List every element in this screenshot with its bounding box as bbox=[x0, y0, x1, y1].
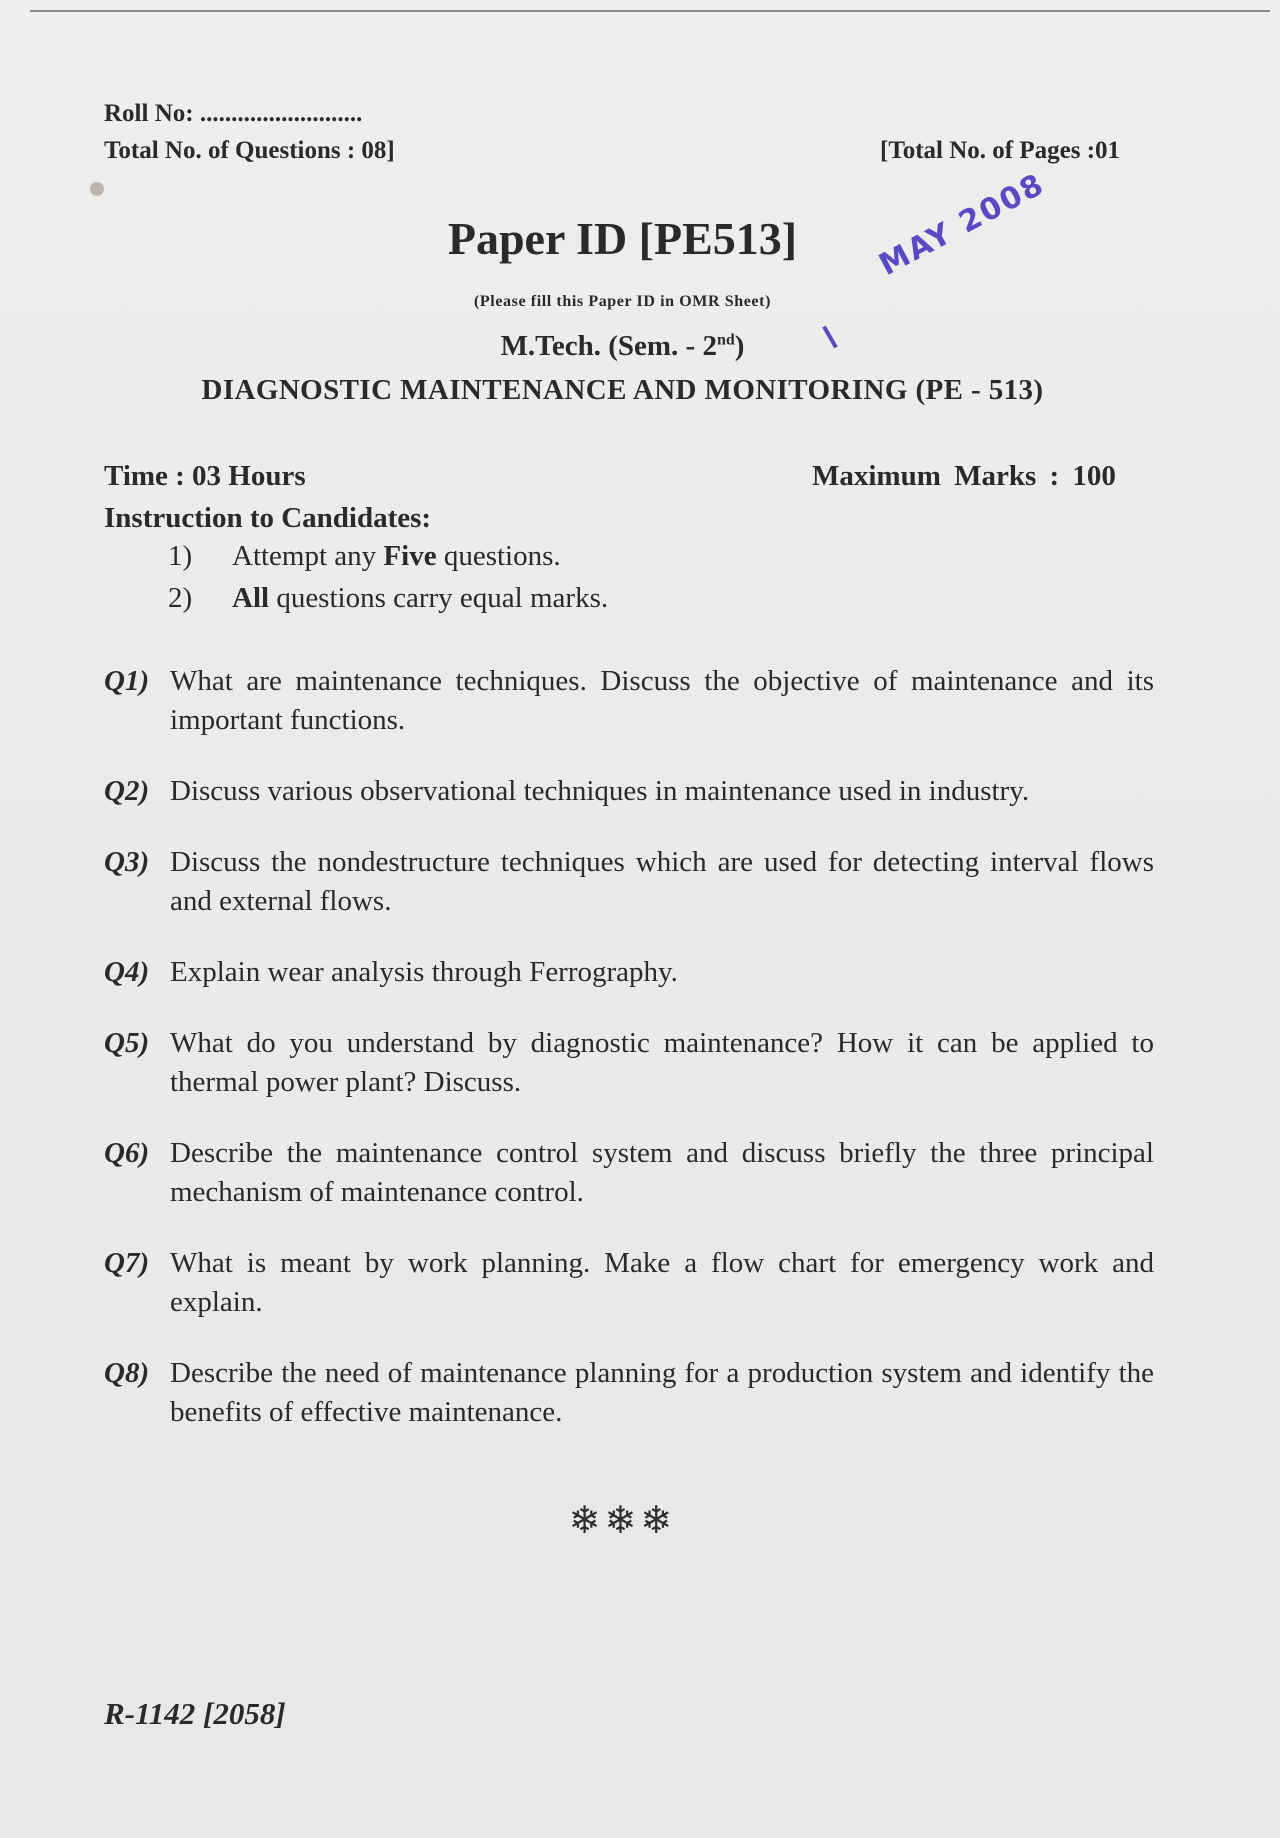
question-item bbox=[104, 1134, 1154, 1212]
instruction-text bbox=[232, 582, 608, 624]
end-of-paper-mark: ❄❄❄ bbox=[568, 1498, 677, 1542]
paper-id-title: Paper ID [PE513] bbox=[447, 213, 798, 264]
question-text: What do you understand by diagnostic maintenance? How it can be applied to thermal power plant? Discuss. bbox=[170, 1027, 1154, 1098]
question-text: Discuss various observational techniques in maintenance used in industry. bbox=[170, 775, 1030, 807]
course-superscript: nd bbox=[716, 331, 735, 349]
instruction-item bbox=[168, 582, 608, 624]
maximum-marks: Maximum Marks : 100 bbox=[812, 460, 1116, 492]
instruction-text-post: questions carry equal marks. bbox=[269, 582, 609, 614]
omr-note: (Please fill this Paper ID in OMR Sheet) bbox=[473, 293, 771, 310]
question-item bbox=[104, 772, 1154, 811]
question-item bbox=[104, 662, 1154, 740]
instruction-item bbox=[168, 540, 608, 582]
course-line bbox=[0, 330, 1245, 363]
question-number: Q5) bbox=[104, 1027, 150, 1059]
question-item bbox=[104, 1024, 1154, 1102]
question-text: What are maintenance techniques. Discuss the objective of maintenance and its important functions. bbox=[170, 665, 1154, 736]
instruction-text-bold: All bbox=[232, 582, 270, 614]
exam-time: Time : 03 Hours bbox=[104, 460, 306, 492]
question-text: Describe the maintenance control system and discuss briefly the three principal mechanism of maintenance control. bbox=[170, 1137, 1154, 1208]
roll-number: Roll No: .......................... bbox=[104, 100, 363, 127]
question-text: Explain wear analysis through Ferrography. bbox=[170, 956, 678, 988]
question-text: Describe the need of maintenance planning for a production system and identify the benefits of effective maintenance. bbox=[170, 1357, 1154, 1428]
course-suffix: ) bbox=[734, 330, 745, 362]
question-item bbox=[104, 1244, 1154, 1322]
total-questions: Total No. of Questions : 08] bbox=[104, 137, 395, 164]
question-item bbox=[104, 1354, 1154, 1432]
instruction-text-post: questions. bbox=[436, 540, 561, 572]
paper-code-footer: R-1142 [2058] bbox=[104, 1696, 286, 1731]
question-number: Q7) bbox=[104, 1247, 150, 1279]
instruction-text-pre: Attempt any bbox=[232, 540, 384, 572]
top-border-line bbox=[30, 10, 1270, 12]
question-number: Q8) bbox=[104, 1357, 150, 1389]
question-number: Q1) bbox=[104, 665, 150, 697]
question-text: Discuss the nondestructure techniques which are used for detecting interval flows and external flows. bbox=[170, 846, 1154, 917]
question-item bbox=[104, 843, 1154, 921]
course-prefix: M.Tech. (Sem. - 2 bbox=[500, 330, 717, 362]
instructions-list bbox=[168, 540, 608, 624]
instruction-text bbox=[232, 540, 561, 582]
instruction-number: 1) bbox=[168, 540, 193, 572]
question-item bbox=[104, 953, 1154, 992]
instruction-text-bold: Five bbox=[383, 540, 437, 572]
ink-smudge bbox=[90, 182, 104, 196]
question-number: Q3) bbox=[104, 846, 150, 878]
instruction-number: 2) bbox=[168, 582, 193, 614]
question-number: Q2) bbox=[104, 775, 150, 807]
instructions-heading: Instruction to Candidates: bbox=[104, 502, 432, 534]
subject-title: DIAGNOSTIC MAINTENANCE AND MONITORING (PE - 513) bbox=[201, 374, 1044, 406]
question-text: What is meant by work planning. Make a flow chart for emergency work and explain. bbox=[170, 1247, 1154, 1318]
date-stamp: MAY 2008 bbox=[873, 166, 1051, 283]
total-pages: [Total No. of Pages :01 bbox=[880, 137, 1121, 164]
question-number: Q6) bbox=[104, 1137, 150, 1169]
question-number: Q4) bbox=[104, 956, 150, 988]
question-list bbox=[104, 662, 1154, 1464]
